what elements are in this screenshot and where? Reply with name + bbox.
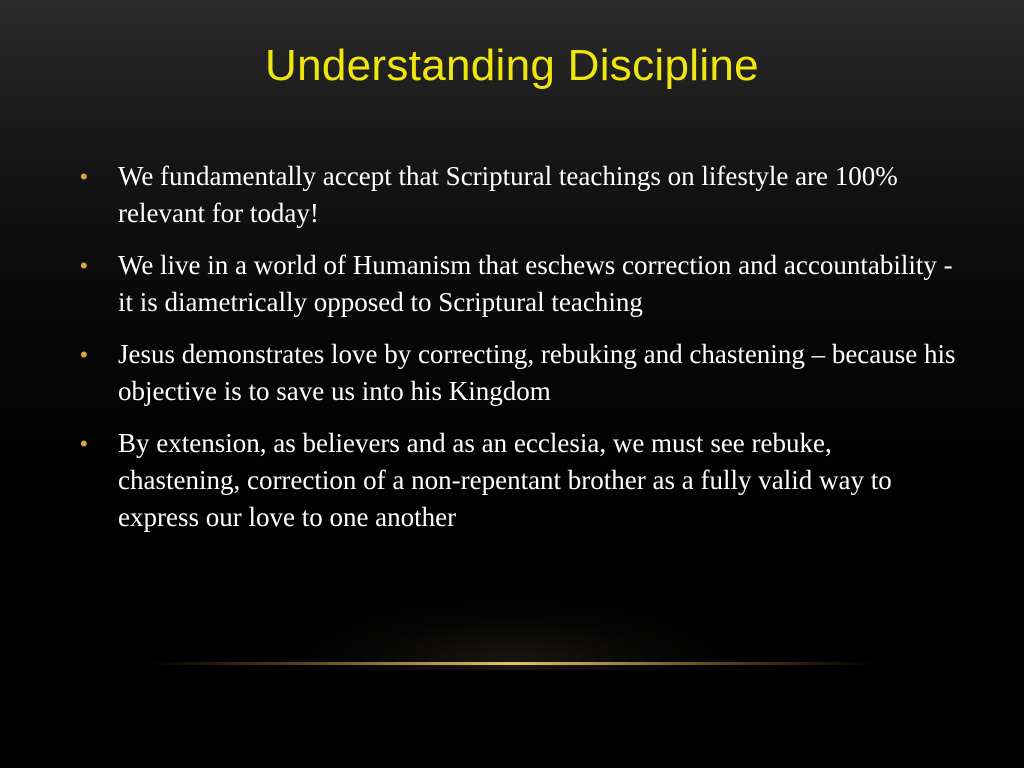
bullet-text: We fundamentally accept that Scriptural teachings on lifestyle are 100% relevant for today! bbox=[118, 161, 898, 228]
divider-glow bbox=[262, 590, 762, 670]
gold-divider-line bbox=[150, 662, 874, 665]
bullet-dot-icon: • bbox=[80, 253, 88, 278]
bullet-item bbox=[78, 425, 958, 536]
bullet-item bbox=[78, 336, 958, 410]
bullet-dot-icon: • bbox=[80, 164, 88, 189]
bullet-list bbox=[78, 158, 958, 551]
bullet-text: Jesus demonstrates love by correcting, rebuking and chastening – because his objective is to save us into his Kingdom bbox=[118, 339, 956, 406]
bullet-dot-icon: • bbox=[80, 342, 88, 367]
bullet-text: We live in a world of Humanism that eschews correction and accountability - it is diametrically opposed to Scriptural teaching bbox=[118, 250, 953, 317]
slide-title: Understanding Discipline bbox=[265, 41, 759, 90]
bullet-item bbox=[78, 247, 958, 321]
bullet-dot-icon: • bbox=[80, 431, 88, 456]
bullet-item bbox=[78, 158, 958, 232]
bullet-text: By extension, as believers and as an ecclesia, we must see rebuke, chastening, correction of a non-repentant brother as a fully valid way to express our love to one another bbox=[118, 428, 892, 532]
